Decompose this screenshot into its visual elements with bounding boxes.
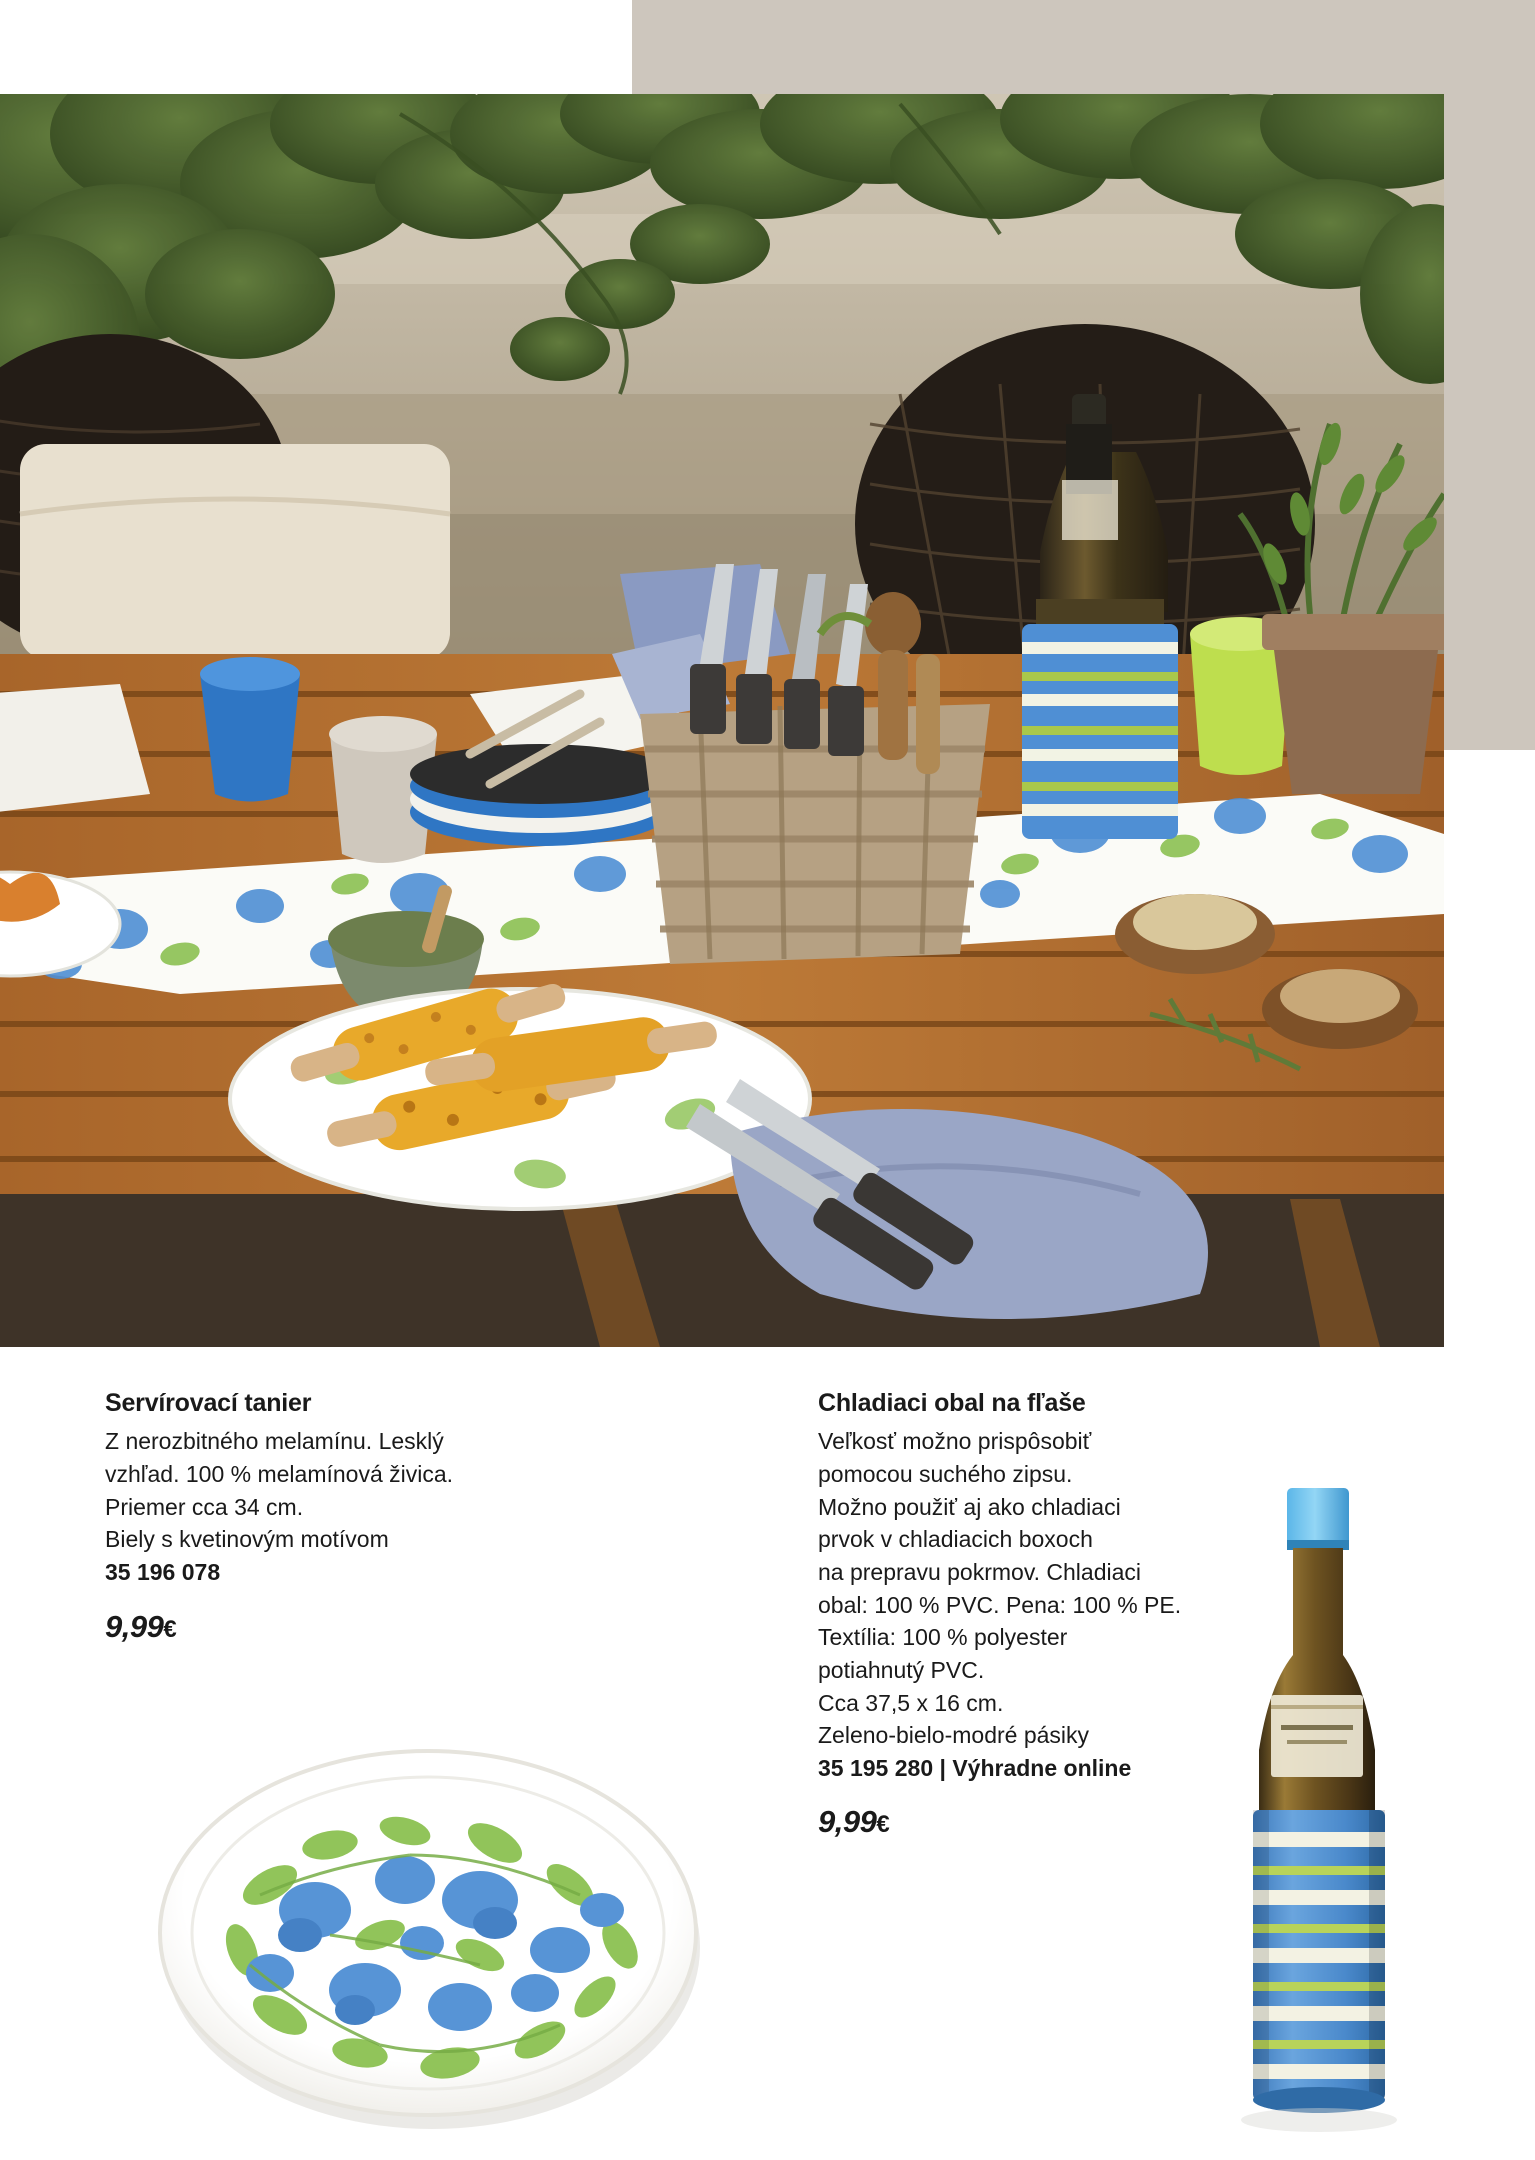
- hero-illustration: [0, 94, 1444, 1347]
- serving-plate-image: [150, 1735, 710, 2135]
- product-description-line: potiahnutý PVC.: [818, 1656, 985, 1683]
- product-description-line: na prepravu pokrmov. Chladiaci: [818, 1558, 1142, 1585]
- product-description-line: Veľkosť možno prispôsobiť: [818, 1428, 1092, 1455]
- hero-image: [0, 94, 1444, 1347]
- top-beige-band: [632, 0, 1535, 94]
- product-description-line: Možno použiť aj ako chladiaci: [818, 1493, 1121, 1520]
- product-description-line: obal: 100 % PVC. Pena: 100 % PE.: [818, 1591, 1182, 1618]
- price-currency: €: [163, 1615, 177, 1643]
- product-code: 35 196 078: [105, 1558, 221, 1585]
- price-value: 9,99: [105, 1608, 164, 1644]
- product-price: [105, 1609, 665, 1645]
- product-description-line: Priemer cca 34 cm.: [105, 1493, 304, 1520]
- product-code: 35 195 280 | Výhradne online: [818, 1754, 1132, 1781]
- product-description-line: prvok v chladiacich boxoch: [818, 1526, 1093, 1553]
- product-description-line: vzhľad. 100 % melamínová živica.: [105, 1460, 454, 1487]
- right-beige-band: [1444, 0, 1535, 750]
- serving-plate-illustration: [150, 1735, 710, 2135]
- cooler-sleeve: [1253, 1810, 1385, 2113]
- price-currency: €: [876, 1811, 890, 1839]
- cooler-sleeve: [1022, 624, 1178, 839]
- product-description-line: Textília: 100 % polyester: [818, 1624, 1068, 1651]
- product-description-line: Zeleno-bielo-modré pásiky: [818, 1722, 1090, 1749]
- price-value: 9,99: [818, 1804, 877, 1840]
- cushion: [20, 444, 450, 659]
- bottle-cooler-illustration: [1215, 1480, 1430, 2140]
- product-description-line: Z nerozbitného melamínu. Lesklý: [105, 1428, 444, 1455]
- bottle-cap: [1287, 1488, 1349, 1548]
- bottle-cooler-image: [1215, 1480, 1430, 2140]
- product-description-line: Cca 37,5 x 16 cm.: [818, 1689, 1004, 1716]
- product-title: Servírovací tanier: [105, 1389, 312, 1417]
- product-description-line: Biely s kvetinovým motívom: [105, 1526, 389, 1553]
- product-description-line: pomocou suchého zipsu.: [818, 1460, 1073, 1487]
- product-title: Chladiaci obal na fľaše: [818, 1389, 1086, 1417]
- blue-cup: [200, 657, 300, 802]
- product-card-serving-plate: [105, 1388, 665, 1645]
